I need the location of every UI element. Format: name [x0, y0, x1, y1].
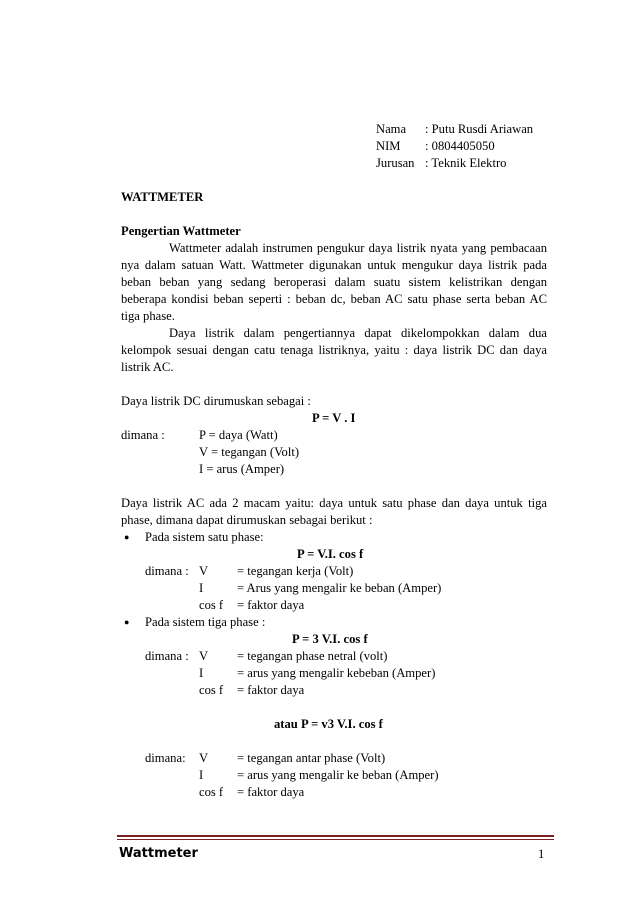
alt-def-symbol: V — [199, 751, 209, 765]
section-heading: Pengertian Wattmeter — [121, 224, 241, 238]
nim-value: : 0804405050 — [425, 139, 495, 153]
paragraph-line: beban beban yang sedang beroperasi dalam suatu sistem kelistrikan dengan — [121, 275, 547, 289]
three-def-symbol: V — [199, 649, 209, 663]
page-number: 1 — [538, 847, 545, 861]
footer-rule-thick — [117, 835, 554, 837]
three-dimana-label: dimana : — [145, 649, 189, 663]
page-title: WATTMETER — [121, 190, 204, 204]
bullet-icon: ● — [124, 532, 130, 542]
paragraph-line: Daya listrik AC ada 2 macam yaitu: daya untuk satu phase dan daya untuk tiga — [121, 496, 547, 510]
dc-def-v: V = tegangan (Volt) — [199, 445, 300, 459]
single-def-desc: = Arus yang mengalir ke beban (Amper) — [237, 581, 442, 595]
dc-formula: P = V . I — [312, 411, 356, 425]
nim-label: NIM — [376, 139, 401, 153]
alt-def-symbol: cos f — [199, 785, 224, 799]
single-dimana-label: dimana : — [145, 564, 189, 578]
single-def-symbol: I — [199, 581, 204, 595]
dc-def-p: P = daya (Watt) — [199, 428, 278, 442]
three-def-desc: = faktor daya — [237, 683, 305, 697]
single-def-symbol: cos f — [199, 598, 224, 612]
nama-value: : Putu Rusdi Ariawan — [425, 122, 534, 136]
dc-dimana-label: dimana : — [121, 428, 165, 442]
footer-rule-thin — [117, 839, 554, 840]
footer-title: Wattmeter — [119, 846, 198, 861]
dc-intro: Daya listrik DC dirumuskan sebagai : — [121, 394, 311, 408]
paragraph-line: Wattmeter adalah instrumen pengukur daya listrik nyata yang pembacaan — [169, 241, 547, 255]
jurusan-value: : Teknik Elektro — [425, 156, 507, 170]
ac-intro — [121, 495, 547, 529]
three-def-symbol: cos f — [199, 683, 224, 697]
single-def-desc: = faktor daya — [237, 598, 305, 612]
three-def-desc: = arus yang mengalir kebeban (Amper) — [237, 666, 436, 680]
paragraph-line: Daya listrik dalam pengertiannya dapat dikelompokkan dalam dua — [169, 326, 547, 340]
single-def-symbol: V — [199, 564, 209, 578]
nama-label: Nama — [376, 122, 407, 136]
paragraph-line: listrik AC. — [121, 360, 174, 374]
single-phase-label: Pada sistem satu phase: — [145, 530, 264, 544]
paragraph-line: tiga phase. — [121, 309, 175, 323]
paragraph-line: nya dalam satuan Watt. Wattmeter digunakan untuk mengukur daya listrik pada — [121, 258, 547, 272]
dc-def-i: I = arus (Amper) — [199, 462, 285, 476]
paragraph-groups — [121, 325, 547, 376]
bullet-icon: ● — [124, 617, 130, 627]
three-phase-alt-formula: atau P = v3 V.I. cos f — [274, 717, 383, 731]
single-def-desc: = tegangan kerja (Volt) — [237, 564, 354, 578]
paragraph-line: kelompok sesuai dengan catu tenaga listriknya, yaitu : daya listrik DC dan daya — [121, 343, 547, 357]
three-phase-formula: P = 3 V.I. cos f — [292, 632, 368, 646]
paragraph-line: phase, dimana dapat dirumuskan sebagai berikut : — [121, 513, 373, 527]
jurusan-label: Jurusan — [376, 156, 415, 170]
paragraph-line: beberapa kondisi beban seperti : beban dc, beban AC satu phase serta beban AC — [121, 292, 547, 306]
three-def-symbol: I — [199, 666, 204, 680]
paragraph-definition — [121, 240, 547, 325]
three-phase-label: Pada sistem tiga phase : — [145, 615, 266, 629]
alt-def-desc: = arus yang mengalir ke beban (Amper) — [237, 768, 439, 782]
three-def-desc: = tegangan phase netral (volt) — [237, 649, 388, 663]
alt-def-desc: = tegangan antar phase (Volt) — [237, 751, 386, 765]
alt-def-desc: = faktor daya — [237, 785, 305, 799]
alt-dimana-label: dimana: — [145, 751, 186, 765]
alt-def-symbol: I — [199, 768, 204, 782]
single-phase-formula: P = V.I. cos f — [297, 547, 364, 561]
